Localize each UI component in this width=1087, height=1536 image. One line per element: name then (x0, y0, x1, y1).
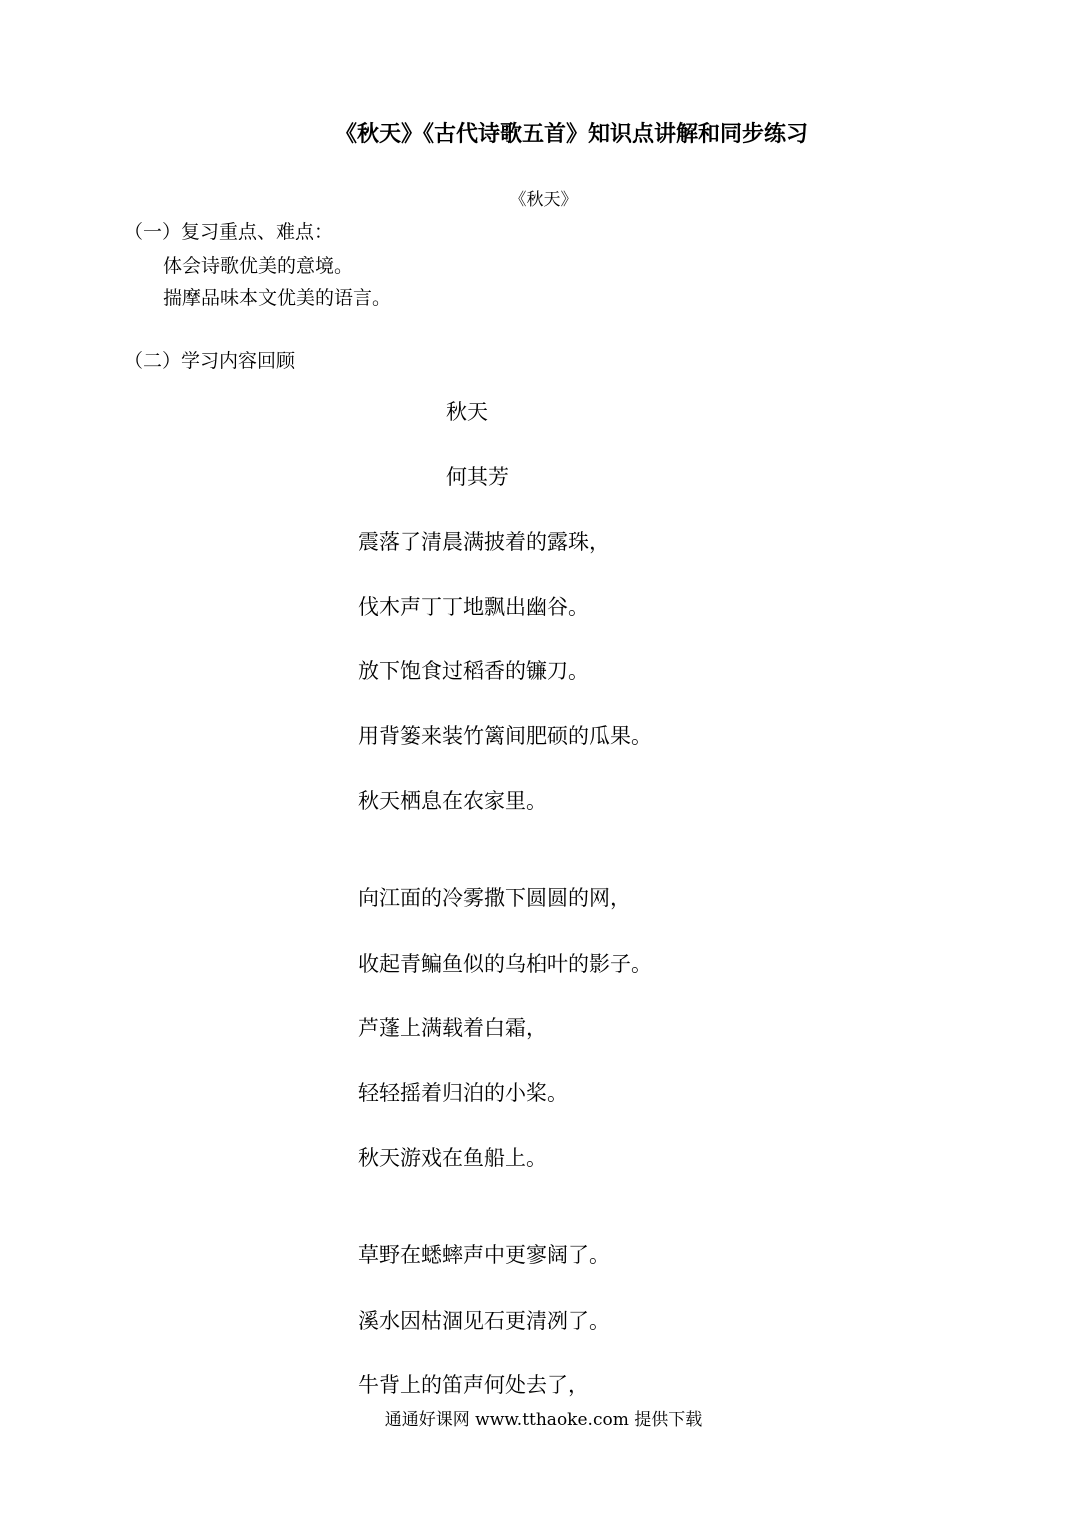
poem-line: 溪水因枯涸见石更清冽了。 (358, 1309, 610, 1333)
poem-line: 秋天栖息在农家里。 (358, 789, 547, 813)
review-point: 揣摩品味本文优美的语言。 (163, 287, 392, 309)
document-subtitle: 《秋天》 (509, 190, 578, 210)
poem-line: 芦蓬上满载着白霜， (358, 1016, 547, 1040)
poem-author: 何其芳 (446, 465, 509, 489)
poem-line: 轻轻摇着归泊的小桨。 (358, 1081, 568, 1105)
section-heading-content: （二）学习内容回顾 (124, 350, 296, 372)
poem-line: 震落了清晨满披着的露珠， (358, 530, 610, 554)
section-heading-review: （一）复习重点、难点： (124, 221, 334, 243)
document-title: 《秋天》《古代诗歌五首》知识点讲解和同步练习 (334, 122, 808, 147)
page-footer: 通通好课网 www.tthaoke.com 提供下载 (384, 1410, 703, 1430)
poem-line: 牛背上的笛声何处去了， (358, 1373, 589, 1397)
poem-line: 秋天游戏在鱼船上。 (358, 1146, 547, 1170)
poem-line: 草野在蟋蟀声中更寥阔了。 (358, 1243, 610, 1267)
poem-line: 伐木声丁丁地飘出幽谷。 (358, 595, 589, 619)
poem-line: 用背篓来装竹篱间肥硕的瓜果。 (358, 724, 652, 748)
poem-line: 向江面的冷雾撒下圆圆的网， (358, 886, 631, 910)
poem-line: 放下饱食过稻香的镰刀。 (358, 659, 589, 683)
poem-title: 秋天 (446, 400, 488, 424)
review-point: 体会诗歌优美的意境。 (163, 255, 354, 277)
poem-line: 收起青鳊鱼似的乌桕叶的影子。 (358, 952, 652, 976)
